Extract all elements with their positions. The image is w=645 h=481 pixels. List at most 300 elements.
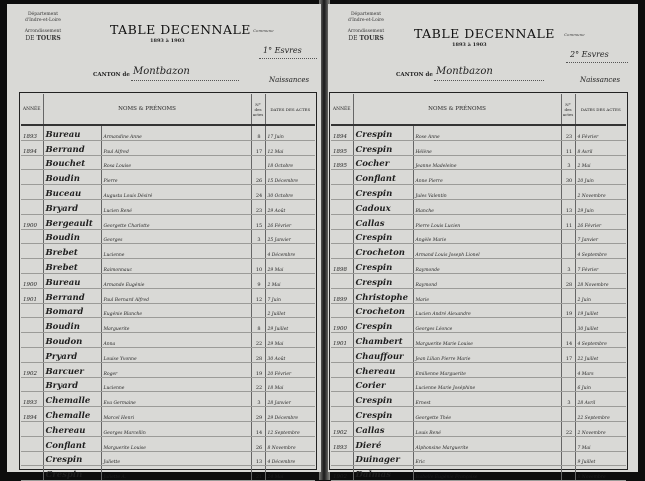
table-row: [331, 421, 626, 436]
row-given-names: Jules Valentin: [413, 185, 561, 200]
row-given-names: Marie: [413, 288, 561, 303]
row-year: [21, 318, 43, 333]
department-heading: [334, 12, 398, 41]
row-act-number: [561, 407, 575, 422]
row-given-names: Louise Yvonne: [101, 347, 251, 362]
row-surname: Crespin: [43, 466, 101, 481]
row-act-date: 7 Janvier: [575, 229, 626, 244]
row-surname: Callas: [353, 421, 413, 436]
row-surname: Boudin: [43, 318, 101, 333]
col-noms-header: NOMS & PRÉNOMS: [43, 94, 251, 125]
row-surname: Bouchet: [43, 155, 101, 170]
row-act-date: 4 Février: [575, 125, 626, 140]
right-page: [328, 4, 638, 481]
table-row: [21, 288, 315, 303]
row-year: [21, 229, 43, 244]
register-body: [331, 125, 626, 481]
row-given-names: Armand Louis Joseph Lionel: [413, 244, 561, 259]
row-year: [21, 451, 43, 466]
row-year: 1898: [331, 259, 353, 274]
row-act-number: [251, 303, 265, 318]
table-row: [331, 288, 626, 303]
row-year: [21, 155, 43, 170]
department-line1: Département: [27, 12, 59, 17]
table-row: [21, 347, 315, 362]
canton-value: Montbazon: [133, 66, 190, 77]
row-given-names: Marcel Henri: [101, 407, 251, 422]
row-act-date: 2 Mai: [265, 273, 315, 288]
page-title: TABLE DECENNALE: [110, 22, 251, 37]
commune-label: Commune: [564, 32, 585, 37]
row-act-number: 22: [251, 377, 265, 392]
row-surname: Chemalle: [43, 407, 101, 422]
row-act-date: 17 Juin: [265, 125, 315, 140]
row-act-number: 19: [251, 362, 265, 377]
row-year: [331, 229, 353, 244]
row-act-number: [561, 288, 575, 303]
row-act-number: [561, 229, 575, 244]
row-given-names: Ernest: [413, 392, 561, 407]
row-year: [21, 347, 43, 362]
row-year: 1900: [21, 214, 43, 229]
table-row: [21, 421, 315, 436]
row-surname: Crespin: [353, 185, 413, 200]
department-line2: d'Indre-et-Loire: [348, 17, 384, 23]
col-annee-header: ANNÉE: [21, 94, 43, 125]
row-year: [331, 273, 353, 288]
col-no-sub: des actes: [562, 106, 574, 117]
row-given-names: Georges Léonce: [413, 318, 561, 333]
row-act-date: 29 Mai: [265, 333, 315, 348]
row-surname: Crespin: [353, 392, 413, 407]
table-row: [21, 229, 315, 244]
row-surname: Conflant: [353, 170, 413, 185]
row-surname: Berrand: [43, 288, 101, 303]
row-year: [21, 185, 43, 200]
row-act-date: 30 Octobre: [265, 185, 315, 200]
row-given-names: Georges: [101, 229, 251, 244]
row-year: 1902: [331, 466, 353, 481]
row-act-number: 13: [251, 451, 265, 466]
table-row: [331, 377, 626, 392]
table-row: [21, 273, 315, 288]
row-act-number: 9: [251, 273, 265, 288]
row-given-names: Pierre Louis Lucien: [413, 214, 561, 229]
row-act-date: 4 Septembre: [575, 333, 626, 348]
table-row: [331, 318, 626, 333]
col-no-label: N°: [565, 101, 571, 107]
row-act-date: 8 Novembre: [575, 466, 626, 481]
row-surname: Chemalle: [43, 392, 101, 407]
row-act-number: 22: [561, 421, 575, 436]
row-given-names: Marguerite Louise: [101, 436, 251, 451]
row-given-names: Isabelle Eugénie Françoise: [413, 466, 561, 481]
row-given-names: Armande Eugénie: [101, 273, 251, 288]
row-year: [21, 333, 43, 348]
table-row: [21, 392, 315, 407]
row-act-date: 18 Octobre: [265, 155, 315, 170]
row-year: [21, 421, 43, 436]
row-given-names: Juliette A.: [101, 466, 251, 481]
row-surname: Crespin: [353, 229, 413, 244]
row-surname: Bomard: [43, 303, 101, 318]
row-year: [331, 199, 353, 214]
row-act-number: 11: [561, 214, 575, 229]
row-year: [21, 170, 43, 185]
row-act-number: [561, 244, 575, 259]
row-given-names: Jean Lilian Pierre Marie: [413, 347, 561, 362]
table-row: [21, 244, 315, 259]
row-surname: Brebet: [43, 244, 101, 259]
row-act-date: 22 Juillet: [575, 347, 626, 362]
row-given-names: Louis René: [413, 421, 561, 436]
row-act-date: 26 Février: [265, 214, 315, 229]
col-dates-header: DATES DES ACTES: [265, 94, 315, 125]
row-act-date: 2 Novembre: [575, 185, 626, 200]
row-act-date: 4 Septembre: [575, 244, 626, 259]
row-given-names: Rose Anne: [413, 125, 561, 140]
row-year: [331, 377, 353, 392]
row-given-names: Paul Alfred: [101, 140, 251, 155]
row-year: [331, 362, 353, 377]
row-surname: Bureau: [43, 273, 101, 288]
row-year: [21, 199, 43, 214]
row-given-names: Juliette: [101, 451, 251, 466]
commune-value: 2° Esvres: [570, 50, 609, 59]
table-row: [331, 273, 626, 288]
row-act-number: [561, 466, 575, 481]
row-surname: Conflant: [43, 436, 101, 451]
row-surname: Duinager: [353, 451, 413, 466]
row-year: [331, 407, 353, 422]
row-surname: Crespin: [353, 273, 413, 288]
table-row: [21, 140, 315, 155]
row-given-names: Lucien André Alexandre: [413, 303, 561, 318]
row-act-number: 30: [561, 170, 575, 185]
table-row: [21, 377, 315, 392]
table-row: [21, 436, 315, 451]
table-row: [21, 125, 315, 140]
row-year: [331, 185, 353, 200]
table-row: [331, 407, 626, 422]
row-act-number: [561, 318, 575, 333]
row-act-number: 3: [251, 229, 265, 244]
row-surname: Brebet: [43, 259, 101, 274]
table-row: [21, 451, 315, 466]
row-surname: Dieré: [353, 436, 413, 451]
table-row: [21, 303, 315, 318]
row-act-date: 2 Juin: [575, 288, 626, 303]
canton-underline: [434, 80, 544, 81]
row-act-number: 23: [561, 125, 575, 140]
row-act-number: [561, 436, 575, 451]
row-given-names: Lucienne: [101, 377, 251, 392]
row-surname: Bryard: [43, 199, 101, 214]
row-year: [21, 259, 43, 274]
col-no-sub: des actes: [252, 106, 264, 117]
row-act-date: 7 Juin: [265, 288, 315, 303]
row-given-names: Eva Germaine: [101, 392, 251, 407]
page-title: TABLE DECENNALE: [414, 26, 555, 41]
row-act-date: 29 Décembre: [265, 407, 315, 422]
row-given-names: Hélène: [413, 140, 561, 155]
row-act-date: 12 Mai: [265, 140, 315, 155]
row-year: 1894: [21, 407, 43, 422]
table-row: [21, 199, 315, 214]
table-row: [331, 140, 626, 155]
row-act-date: 26 Février: [575, 214, 626, 229]
row-act-number: 11: [561, 140, 575, 155]
table-row: [331, 214, 626, 229]
row-year: [21, 377, 43, 392]
row-act-date: 4 Décembre: [265, 451, 315, 466]
row-surname: Berrand: [43, 140, 101, 155]
row-surname: Crocheton: [353, 244, 413, 259]
row-surname: Buceau: [43, 185, 101, 200]
row-act-date: 12 Septembre: [265, 421, 315, 436]
row-act-date: 4 Décembre: [265, 244, 315, 259]
row-act-number: 28: [251, 347, 265, 362]
row-act-date: 8 Novembre: [265, 436, 315, 451]
row-act-date: 30 Août: [265, 347, 315, 362]
row-act-date: 25 Janvier: [265, 229, 315, 244]
row-given-names: Georgette Thée: [413, 407, 561, 422]
table-row: [331, 451, 626, 466]
row-given-names: Jeanne Madeleine: [413, 155, 561, 170]
col-no-header: [561, 94, 575, 125]
col-annee-header: ANNÉE: [331, 94, 353, 125]
row-year: [331, 347, 353, 362]
commune-underline: [566, 62, 628, 63]
register-table: [331, 94, 626, 481]
table-row: [331, 303, 626, 318]
row-act-date: 28 Avril: [575, 392, 626, 407]
table-row: [331, 259, 626, 274]
department-line2: d'Indre-et-Loire: [25, 17, 61, 23]
row-act-date: 29 Juillet: [265, 318, 315, 333]
row-year: 1894: [21, 140, 43, 155]
row-act-date: 19 Juillet: [575, 303, 626, 318]
table-row: [21, 155, 315, 170]
row-act-date: 7 Mai: [575, 436, 626, 451]
row-surname: Pryard: [43, 347, 101, 362]
row-act-date: 24 Mai: [265, 466, 315, 481]
canton-value: Montbazon: [436, 66, 493, 77]
row-act-date: 15 Décembre: [265, 170, 315, 185]
row-given-names: Eugénie Blanche: [101, 303, 251, 318]
table-row: [21, 259, 315, 274]
row-given-names: Lucienne: [101, 244, 251, 259]
row-surname: Bureau: [43, 125, 101, 140]
department-heading: [11, 12, 75, 41]
col-no-label: N°: [255, 101, 261, 107]
row-surname: Chauffour: [353, 347, 413, 362]
row-act-number: [561, 377, 575, 392]
row-year: [331, 214, 353, 229]
row-act-number: 26: [251, 436, 265, 451]
table-row: [21, 185, 315, 200]
commune-underline: [259, 58, 317, 59]
row-given-names: Armandine Anne: [101, 125, 251, 140]
row-surname: Crespin: [353, 407, 413, 422]
table-row: [331, 362, 626, 377]
arrondissement-label: Arrondissement: [24, 29, 62, 34]
row-act-date: 29 Août: [265, 199, 315, 214]
table-row: [331, 333, 626, 348]
years-range: 1893 à 1903: [150, 38, 185, 44]
row-surname: Boudin: [43, 229, 101, 244]
row-act-date: 20 Février: [265, 362, 315, 377]
row-surname: Boudin: [43, 170, 101, 185]
table-row: [331, 125, 626, 140]
row-act-number: 14: [251, 421, 265, 436]
row-act-number: [561, 451, 575, 466]
row-year: 1900: [331, 318, 353, 333]
table-row: [21, 362, 315, 377]
arrondissement-value: TOURS: [359, 34, 384, 42]
row-act-date: 29 Juin: [575, 199, 626, 214]
department-line1: Département: [350, 12, 382, 17]
row-surname: Chereau: [353, 362, 413, 377]
commune-label: Commune: [253, 28, 274, 33]
row-given-names: Paul Bernard Alfred: [101, 288, 251, 303]
row-year: 1901: [331, 333, 353, 348]
row-given-names: Emilienne Marguerite: [413, 362, 561, 377]
row-given-names: Eric: [413, 451, 561, 466]
row-year: 1900: [21, 273, 43, 288]
row-act-number: 13: [561, 199, 575, 214]
table-header-row: [21, 94, 315, 125]
table-row: [21, 466, 315, 481]
row-given-names: Marguerite Marie Louise: [413, 333, 561, 348]
row-given-names: Raimonnauc: [101, 259, 251, 274]
row-surname: Barcuer: [43, 362, 101, 377]
row-act-number: 17: [561, 347, 575, 362]
row-surname: Cocher: [353, 155, 413, 170]
row-act-date: 2 Mai: [575, 155, 626, 170]
row-year: [331, 392, 353, 407]
row-given-names: Marguerite: [101, 318, 251, 333]
row-act-number: [251, 155, 265, 170]
row-act-number: 10: [251, 259, 265, 274]
row-surname: Crespin: [353, 125, 413, 140]
arrondissement-de: DE: [25, 34, 35, 42]
row-surname: Crespin: [353, 140, 413, 155]
row-given-names: Pierre: [101, 170, 251, 185]
row-act-number: 3: [561, 155, 575, 170]
row-act-date: 29 Mai: [265, 259, 315, 274]
row-act-number: 14: [561, 333, 575, 348]
row-act-number: 24: [251, 185, 265, 200]
arrondissement-de: DE: [348, 34, 358, 42]
row-act-number: [251, 244, 265, 259]
section-label: Naissances: [580, 76, 621, 84]
table-row: [21, 214, 315, 229]
row-given-names: Angèle Marie: [413, 229, 561, 244]
row-year: [21, 244, 43, 259]
col-no-header: [251, 94, 265, 125]
row-surname: Bryard: [43, 377, 101, 392]
row-act-number: 26: [251, 170, 265, 185]
table-row: [331, 244, 626, 259]
row-year: 1899: [331, 288, 353, 303]
row-act-number: 29: [251, 407, 265, 422]
row-year: 1901: [21, 288, 43, 303]
row-given-names: Anna: [101, 333, 251, 348]
row-act-number: 12: [251, 288, 265, 303]
row-act-number: 28: [561, 273, 575, 288]
row-given-names: Georges Marcellin: [101, 421, 251, 436]
table-row: [331, 466, 626, 481]
row-act-date: 2 Novembre: [575, 421, 626, 436]
col-noms-header: NOMS & PRÉNOMS: [353, 94, 561, 125]
row-given-names: Roger: [101, 362, 251, 377]
row-year: [331, 170, 353, 185]
table-row: [331, 392, 626, 407]
row-year: 1895: [331, 155, 353, 170]
left-page: [7, 4, 321, 481]
row-surname: Dalmas: [353, 466, 413, 481]
row-act-number: 19: [561, 303, 575, 318]
row-surname: Bergeault: [43, 214, 101, 229]
row-act-date: 2 Juillet: [265, 303, 315, 318]
row-act-number: 3: [251, 392, 265, 407]
row-given-names: Raymond: [413, 273, 561, 288]
commune-value: 1° Esvres: [263, 46, 302, 55]
row-year: 1893: [21, 392, 43, 407]
row-act-number: 15: [251, 214, 265, 229]
table-row: [331, 347, 626, 362]
table-row: [331, 155, 626, 170]
table-row: [331, 436, 626, 451]
row-act-date: 8 Avril: [575, 140, 626, 155]
row-year: 1893: [331, 436, 353, 451]
table-row: [21, 333, 315, 348]
row-given-names: Anne Pierre: [413, 170, 561, 185]
row-act-date: 4 Mars: [575, 362, 626, 377]
register-table: [21, 94, 315, 481]
row-surname: Cadoux: [353, 199, 413, 214]
table-row: [331, 199, 626, 214]
row-act-date: 20 Juin: [575, 170, 626, 185]
row-surname: Chambert: [353, 333, 413, 348]
row-surname: Corier: [353, 377, 413, 392]
row-act-number: [561, 362, 575, 377]
section-label: Naissances: [269, 76, 310, 84]
row-year: [331, 303, 353, 318]
row-year: 1893: [21, 125, 43, 140]
row-given-names: Alphonsine Marguerite: [413, 436, 561, 451]
row-act-number: 17: [251, 140, 265, 155]
row-act-date: 18 Mai: [265, 377, 315, 392]
row-year: 1895: [331, 140, 353, 155]
table-row: [21, 318, 315, 333]
canton-label: CANTON de: [93, 72, 130, 78]
row-act-number: 8: [251, 318, 265, 333]
row-year: 1894: [331, 125, 353, 140]
arrondissement-value: TOURS: [36, 34, 61, 42]
row-given-names: Raymonde: [413, 259, 561, 274]
row-year: [331, 451, 353, 466]
row-given-names: Lucien René: [101, 199, 251, 214]
row-year: [21, 303, 43, 318]
row-surname: Christophe: [353, 288, 413, 303]
row-surname: Crespin: [353, 259, 413, 274]
canton-label: CANTON de: [396, 72, 433, 78]
row-surname: Chereau: [43, 421, 101, 436]
years-range: 1893 à 1903: [452, 42, 487, 48]
row-given-names: Blanche: [413, 199, 561, 214]
